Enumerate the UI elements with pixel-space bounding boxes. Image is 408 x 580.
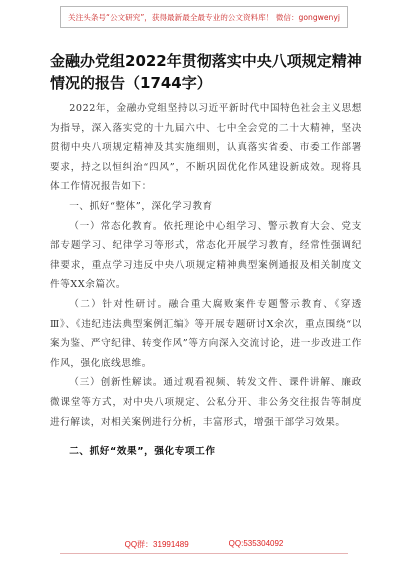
document-title: 金融办党组2022年贯彻落实中央八项规定精神情况的报告（1744字） <box>50 52 362 92</box>
paragraph-item-2: （二）针对性研讨。融合重大腐败案件专题警示教育、《穿透Ⅲ》、《违纪违法典型案例汇编》等开展专题研讨X余次，重点围绕“以案为鉴、严守纪律、转变作风”等方向深入交流讨论，进一步改进工作作风，强化底线思维。 <box>50 298 362 369</box>
paragraph-item-1: （一）常态化教育。依托理论中心组学习、警示教育大会、党支部专题学习、纪律学习等形式，常态化开展学习教育，经常性强调纪律要求，重点学习违反中央八项规定精神典型案例通报及相关制度文件等XX余篇次。 <box>50 220 362 291</box>
section-heading-1: 一、抓好“整体”，深化学习教育 <box>69 200 213 212</box>
top-banner: 关注头条号“公文研究”，获得最新最全最专业的公文资料库！ 微信：gongwenyj <box>60 6 348 28</box>
paragraph-intro: 2022年，金融办党组坚持以习近平新时代中国特色社会主义思想为指导，深入落实党的十九届六中、七中全会党的二十大精神，坚决贯彻中央八项规定精神及其实施细则，认真落实省委、市委工作部署要求，持之以恒纠治“四风”，不断巩固优化作风建设新成效。现将具体工作情况报告如下： <box>50 103 362 193</box>
footer-qq-group: QQ群：31991489 <box>124 540 189 549</box>
paragraph-item-3: （三）创新性解读。通过观看视频、转发文件、课件讲解、廉政微课堂等方式，对中央八项规定、公私分开、非公务交往报告等制度进行解读，对相关案例进行分析，丰富形式，增强干部学习效果。 <box>50 377 362 428</box>
footer <box>0 539 408 550</box>
document-body <box>50 99 362 462</box>
section-heading-2: 二、抓好“效果”，强化专项工作 <box>69 446 216 458</box>
footer-divider <box>60 553 348 554</box>
footer-qq: QQ:535304092 <box>228 539 284 548</box>
